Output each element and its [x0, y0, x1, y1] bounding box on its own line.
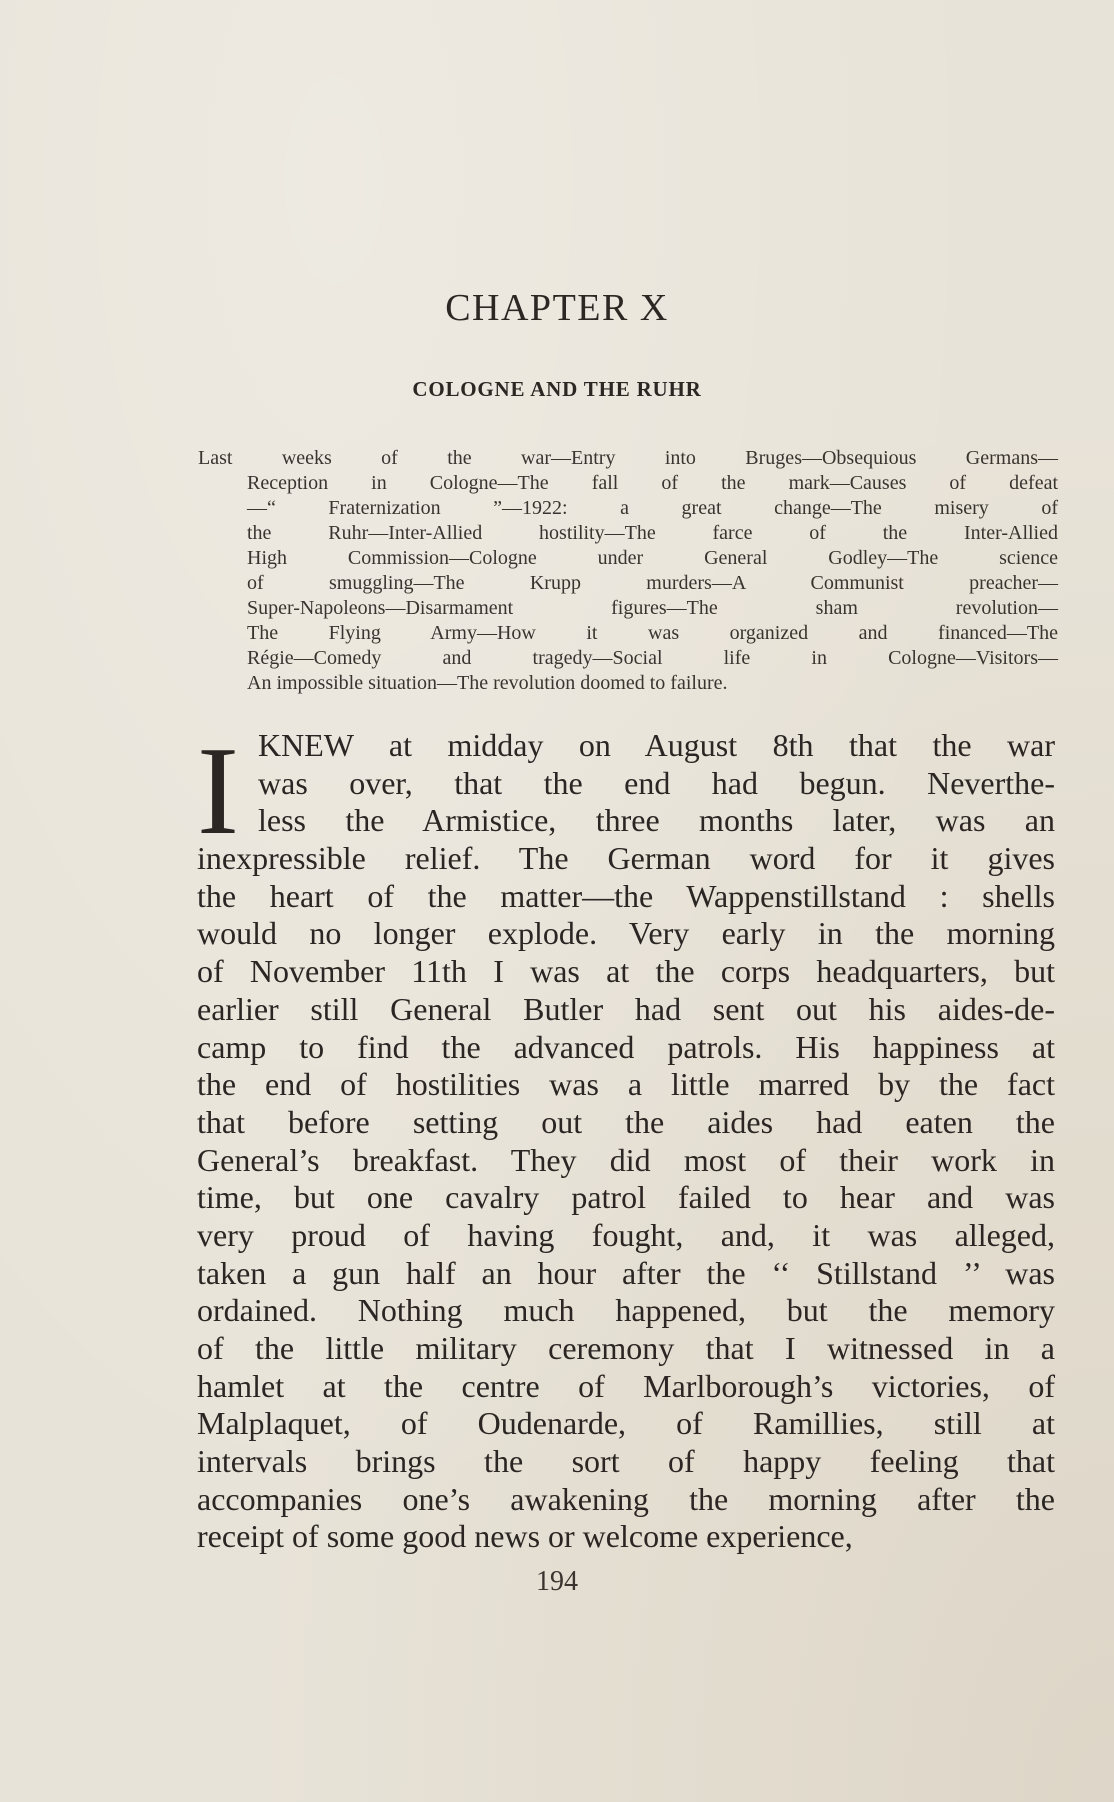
paragraph-line: of November 11th I was at the corps headquarters, but — [197, 953, 1055, 990]
paragraph-line: General’s breakfast. They did most of their work in — [197, 1141, 1055, 1178]
paragraph-line: camp to find the advanced patrols. His happiness at — [197, 1028, 1055, 1065]
paragraph-line: earlier still General Butler had sent out his aides-de- — [197, 990, 1055, 1027]
paragraph-line: taken a gun half an hour after the ‘‘ Stillstand ’’ was — [197, 1254, 1055, 1291]
synopsis-line: the Ruhr—Inter-Allied hostility—The farce of the Inter-Allied — [247, 522, 1058, 544]
paragraph-line: less the Armistice, three months later, was an — [258, 802, 1055, 839]
paragraph-line: the end of hostilities was a little marred by the fact — [197, 1066, 1055, 1103]
synopsis-line: Last weeks of the war—Entry into Bruges—Obsequious Germans— — [198, 447, 1058, 469]
drop-cap: I — [197, 722, 239, 861]
paragraph-line: accompanies one’s awakening the morning after the — [197, 1480, 1055, 1517]
paragraph-line: Malplaquet, of Oudenarde, of Ramillies, still at — [197, 1405, 1055, 1442]
paragraph-line: was over, that the end had begun. Neverthe- — [258, 764, 1055, 801]
paragraph-line: very proud of having fought, and, it was alleged, — [197, 1216, 1055, 1253]
paragraph-line: of the little military ceremony that I witnessed in a — [197, 1330, 1055, 1366]
paragraph-line: intervals brings the sort of happy feeling that — [197, 1443, 1055, 1480]
paragraph-line: time, but one cavalry patrol failed to hear and was — [197, 1179, 1055, 1216]
paragraph-line: would no longer explode. Very early in the morning — [197, 915, 1055, 952]
paragraph-line: receipt of some good news or welcome experience, — [197, 1518, 853, 1555]
chapter-synopsis — [198, 446, 1058, 696]
paragraph-line: that before setting out the aides had eaten the — [197, 1103, 1055, 1140]
synopsis-line: —“ Fraternization ”—1922: a great change—The misery of — [247, 497, 1058, 519]
synopsis-line: The Flying Army—How it was organized and financed—The — [247, 622, 1058, 644]
paragraph-line: hamlet at the centre of Marlborough’s victories, of — [197, 1367, 1055, 1404]
synopsis-line: Super-Napoleons—Disarmament figures—The sham revolution— — [247, 597, 1058, 619]
chapter-subtitle: COLOGNE AND THE RUHR — [412, 377, 702, 401]
synopsis-line: An impossible situation—The revolution doomed to failure. — [247, 672, 728, 694]
body-paragraph — [197, 722, 1055, 1556]
synopsis-line: High Commission—Cologne under General Godley—The science — [247, 547, 1058, 569]
paragraph-line: KNEW at midday on August 8th that the war — [258, 727, 1055, 763]
paragraph-line: ordained. Nothing much happened, but the memory — [197, 1292, 1055, 1329]
page-number: 194 — [536, 1566, 578, 1597]
chapter-title: CHAPTER X — [445, 287, 669, 329]
synopsis-line: Régie—Comedy and tragedy—Social life in Cologne—Visitors— — [247, 647, 1058, 669]
paragraph-line: inexpressible relief. The German word for it gives — [197, 840, 1055, 877]
synopsis-line: Reception in Cologne—The fall of the mark—Causes of defeat — [247, 472, 1058, 494]
synopsis-line: of smuggling—The Krupp murders—A Communist preacher— — [247, 572, 1058, 594]
paragraph-line: the heart of the matter—the Wappenstillstand : shells — [197, 877, 1055, 914]
